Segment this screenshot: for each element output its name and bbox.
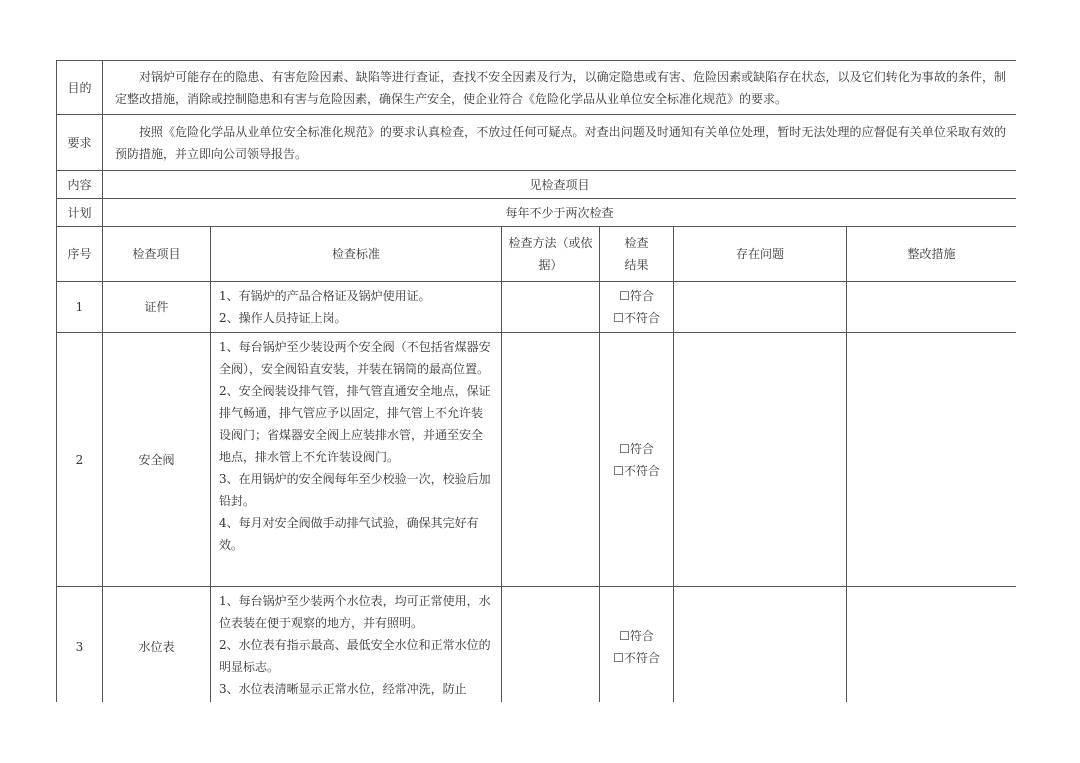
content-row [57, 171, 1017, 199]
item-row-1 [57, 282, 1017, 333]
standard-line: 2、操作人员持证上岗。 [219, 311, 347, 325]
item-standards [211, 282, 502, 333]
standard-line: 1、有锅炉的产品合格证及锅炉使用证。 [219, 289, 431, 303]
item-standards [211, 333, 502, 587]
measure-cell[interactable] [847, 333, 1017, 587]
result-cell [600, 282, 674, 333]
method-cell[interactable] [502, 333, 600, 587]
header-no: 序号 [57, 227, 103, 282]
item-name: 证件 [103, 282, 211, 333]
checkbox-nonconform[interactable]: ☐不符合 [613, 463, 660, 478]
item-name: 安全阀 [103, 333, 211, 587]
problem-cell[interactable] [674, 587, 847, 703]
header-problem: 存在问题 [674, 227, 847, 282]
checkbox-nonconform[interactable]: ☐不符合 [613, 311, 660, 325]
header-result [600, 227, 674, 282]
item-no: 1 [57, 282, 103, 333]
item-no: 3 [57, 587, 103, 703]
plan-label: 计划 [57, 199, 103, 227]
standard-line: 4、每月对安全阀做手动排气试验，确保其完好有效。 [219, 516, 479, 552]
checkbox-conform[interactable]: ☐符合 [619, 628, 654, 643]
method-cell[interactable] [502, 587, 600, 703]
problem-cell[interactable] [674, 333, 847, 587]
standard-line: 3、在用锅炉的安全阀每年至少校验一次，校验后加铅封。 [219, 472, 491, 508]
requirement-text: 按照《危险化学品从业单位安全标准化规范》的要求认真检查，不放过任何可疑点。对查出问题及时通知有关单位处理，暂时无法处理的应督促有关单位采取有效的预防措施，并立即向公司领导报告。 [103, 115, 1017, 171]
header-measure: 整改措施 [847, 227, 1017, 282]
standard-line: 2、安全阀装设排气管，排气管直通安全地点，保证排气畅通，排气管应予以固定，排气管上不允许装设阀门；省煤器安全阀上应装排水管，并通至安全地点，排水管上不允许装设阀门。 [219, 384, 491, 464]
standard-line: 3、水位表清晰显示正常水位，经常冲洗，防止 [219, 682, 467, 696]
requirement-row [57, 115, 1017, 171]
header-item: 检查项目 [103, 227, 211, 282]
purpose-text: 对锅炉可能存在的隐患、有害危险因素、缺陷等进行查证，查找不安全因素及行为，以确定隐患或有害、危险因素或缺陷存在状态，以及它们转化为事故的条件，制定整改措施，消除或控制隐患和有害与危险因素，确保生产安全，使企业符合《危险化学品从业单位安全标准化规范》的要求。 [103, 61, 1017, 115]
content-text: 见检查项目 [103, 171, 1017, 199]
header-row [57, 227, 1017, 282]
item-name: 水位表 [103, 587, 211, 703]
method-cell[interactable] [502, 282, 600, 333]
measure-cell[interactable] [847, 587, 1017, 703]
standard-line: 1、每台锅炉至少装两个水位表，均可正常使用，水位表装在便于观察的地方，并有照明。 [219, 594, 491, 630]
header-standard: 检查标准 [211, 227, 502, 282]
item-row-2 [57, 333, 1017, 587]
requirement-label: 要求 [57, 115, 103, 171]
item-standards [211, 587, 502, 703]
checkbox-conform[interactable]: ☐符合 [619, 289, 654, 303]
purpose-label: 目的 [57, 61, 103, 115]
result-cell [600, 333, 674, 587]
plan-text: 每年不少于两次检查 [103, 199, 1017, 227]
problem-cell[interactable] [674, 282, 847, 333]
item-no: 2 [57, 333, 103, 587]
standard-line: 2、水位表有指示最高、最低安全水位和正常水位的明显标志。 [219, 638, 491, 674]
purpose-row [57, 61, 1017, 115]
result-cell [600, 587, 674, 703]
inspection-form [56, 60, 1016, 702]
header-method: 检查方法（或依据） [502, 227, 600, 282]
checkbox-conform[interactable]: ☐符合 [619, 441, 654, 456]
standard-line: 1、每台锅炉至少装设两个安全阀（不包括省煤器安全阀），安全阀铅直安装，并装在锅筒的最高位置。 [219, 340, 491, 376]
measure-cell[interactable] [847, 282, 1017, 333]
header-result-line2: 结果 [624, 258, 649, 272]
item-row-3 [57, 587, 1017, 703]
header-result-line1: 检查 [624, 236, 649, 250]
checkbox-nonconform[interactable]: ☐不符合 [613, 650, 660, 665]
inspection-table [56, 60, 1016, 702]
plan-row [57, 199, 1017, 227]
content-label: 内容 [57, 171, 103, 199]
